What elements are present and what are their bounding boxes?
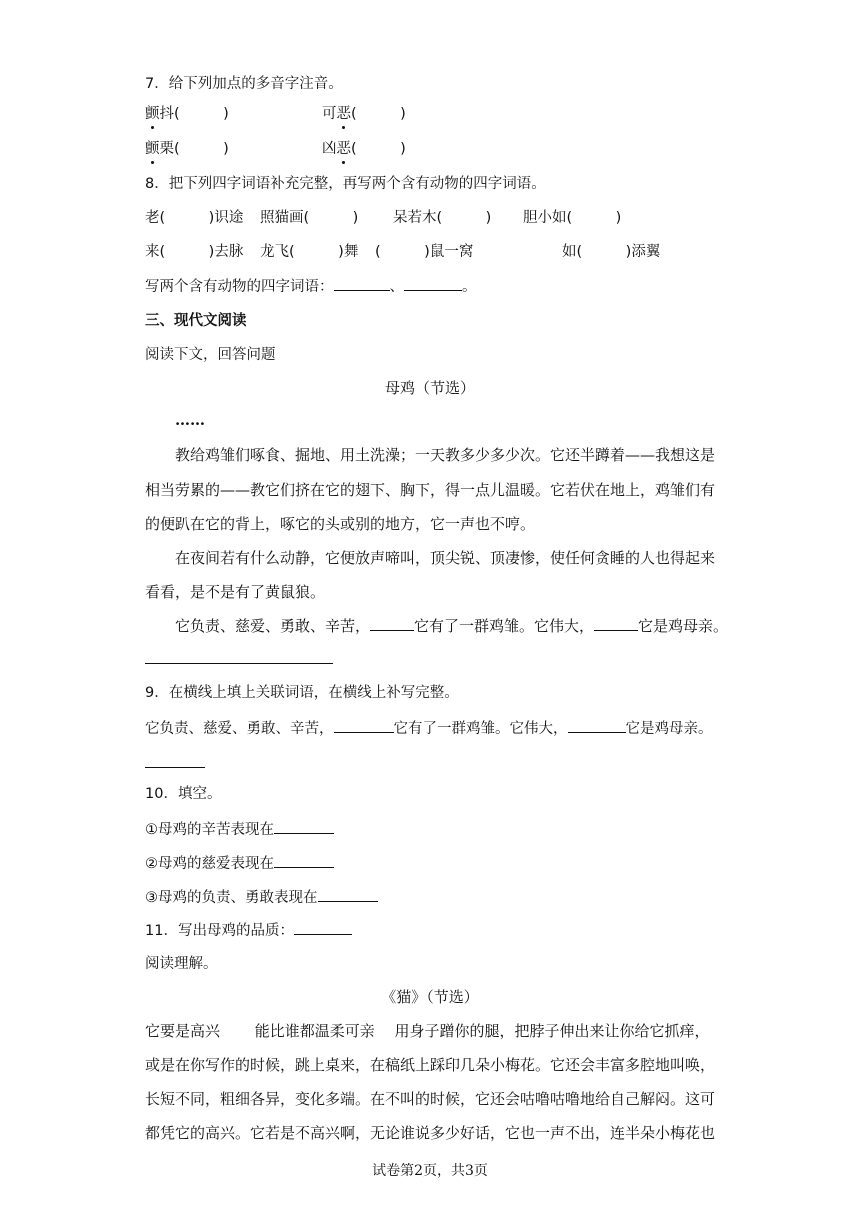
q8-animal-idioms: 写两个含有动物的四字词语： 、 。 <box>145 276 477 297</box>
passage-line: 的便趴在它的背上，啄它的头或别的地方，它一声也不哼。 <box>145 515 536 533</box>
divider <box>145 663 333 664</box>
reading-instruction: 阅读理解。 <box>145 956 218 972</box>
passage-line: 在夜间若有什么动静，它便放声啼叫，顶尖锐、顶凄惨，使任何贪睡的人也得起来 <box>175 549 716 567</box>
passage-line: 看看，是不是有了黄鼠狼。 <box>145 583 326 601</box>
answer-blank[interactable] <box>318 887 378 902</box>
passage-line: 长短不同，粗细各异，变化多端。在不叫的时候，它还会咕噜咕噜地给自己解闷。这可 <box>145 1090 716 1108</box>
passage-line: 相当劳累的——教它们挤在它的翅下、胸下，得一点儿温暖。它若伏在地上，鸡雏们有 <box>145 481 716 499</box>
passage-line: 它要是高兴 能比谁都温柔可亲 用身子蹭你的腿，把脖子伸出来让你给它抓痒， <box>145 1022 710 1040</box>
q8-idiom-7: ( )鼠一窝 <box>375 244 474 260</box>
passage-line: 都凭它的高兴。它若是不高兴啊，无论谁说多少好话，它也一声不出，连半朵小梅花也 <box>145 1124 716 1142</box>
answer-blank[interactable] <box>294 920 352 935</box>
passage-title: 母鸡（节选） <box>384 379 475 397</box>
reading-instruction: 阅读下文，回答问题 <box>145 347 276 363</box>
q8-idiom-5: 来( )去脉 <box>145 244 244 260</box>
q8-idiom-2: 照猫画( ) <box>260 210 359 226</box>
answer-blank[interactable] <box>370 616 414 631</box>
answer-blank[interactable] <box>404 276 462 291</box>
q8-idiom-6: 龙飞( )舞 <box>260 244 359 260</box>
q8-title: 8．把下列四字词语补充完整，再写两个含有动物的四字词语。 <box>145 176 546 192</box>
passage-title: 《猫》（节选） <box>381 988 479 1006</box>
q8-idiom-1: 老( )识途 <box>145 210 244 226</box>
passage-line: 教给鸡雏们啄食、掘地、用土洗澡；一天教多少多少次。它还半蹲着——我想这是 <box>175 446 716 464</box>
answer-blank[interactable] <box>274 853 334 868</box>
q10-item-3: ③母鸡的负责、勇敢表现在 <box>145 887 378 908</box>
passage-line: 它负责、慈爱、勇敢、辛苦， 它有了一群鸡雏。它伟大， 它是鸡母亲。 <box>175 617 729 635</box>
q8-idiom-3: 呆若木( ) <box>393 210 492 226</box>
passage-line: 或是在你写作的时候，跳上桌来，在稿纸上踩印几朵小梅花。它还会丰富多腔地叫唤， <box>145 1056 716 1074</box>
answer-blank[interactable] <box>568 718 626 733</box>
q7-item-4: 凶恶( ) <box>322 141 406 157</box>
answer-blank[interactable] <box>145 767 205 768</box>
q9-sentence: 它负责、慈爱、勇敢、辛苦， 它有了一群鸡雏。它伟大， 它是鸡母亲。 <box>145 718 713 739</box>
q7-title: 7．给下列加点的多音字注音。 <box>145 76 343 92</box>
answer-blank[interactable] <box>334 718 394 733</box>
q9-title: 9．在横线上填上关联词语，在横线上补写完整。 <box>145 685 459 701</box>
ellipsis: …… <box>175 411 205 429</box>
page-footer: 试卷第2页，共3页 <box>372 1163 488 1179</box>
answer-blank[interactable] <box>274 819 334 834</box>
q11-title: 11．写出母鸡的品质： <box>145 920 352 941</box>
q8-idiom-4: 胆小如( ) <box>523 210 622 226</box>
section-heading: 三、现代文阅读 <box>145 313 247 329</box>
q7-item-1: 颤抖( ) <box>145 106 229 122</box>
q8-idiom-8: 如( )添翼 <box>562 244 661 260</box>
q10-item-1: ①母鸡的辛苦表现在 <box>145 819 334 840</box>
answer-blank[interactable] <box>594 616 638 631</box>
q10-title: 10．填空。 <box>145 786 222 802</box>
answer-blank[interactable] <box>334 276 390 291</box>
q7-item-2: 可恶( ) <box>322 106 406 122</box>
q7-item-3: 颤栗( ) <box>145 141 229 157</box>
q10-item-2: ②母鸡的慈爱表现在 <box>145 853 334 874</box>
